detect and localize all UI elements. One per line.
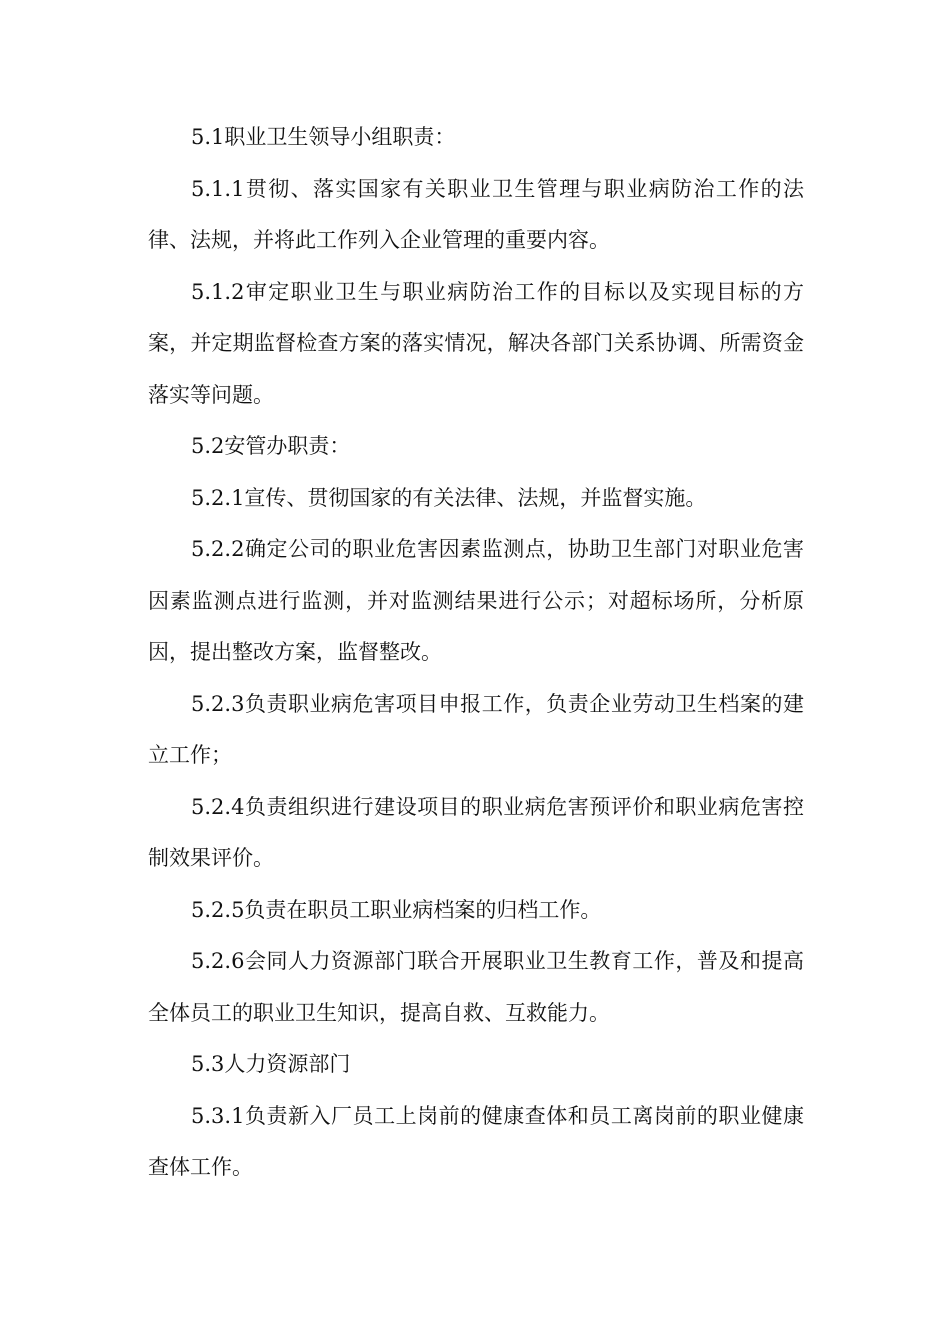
section-heading-5-1: 5.1职业卫生领导小组职责： — [191, 125, 456, 149]
section-heading-5-3: 5.3人力资源部门 — [191, 1052, 351, 1076]
clause-5-2-3: 5.2.3负责职业病危害项目申报工作，负责企业劳动卫生档案的建立工作； — [148, 691, 804, 767]
document-body — [148, 112, 804, 1194]
clause-5-2-1: 5.2.1宣传、贯彻国家的有关法律、法规，并监督实施。 — [191, 485, 707, 510]
clause-5-1-2: 5.1.2审定职业卫生与职业病防治工作的目标以及实现目标的方案，并定期监督检查方案的落实情况，解决各部门关系协调、所需资金落实等问题。 — [148, 279, 804, 407]
section-heading-5-2: 5.2安管办职责： — [191, 434, 351, 458]
clause-5-2-4: 5.2.4负责组织进行建设项目的职业病危害预评价和职业病危害控制效果评价。 — [148, 794, 804, 870]
clause-5-2-5: 5.2.5负责在职员工职业病档案的归档工作。 — [191, 897, 602, 922]
clause-5-2-2: 5.2.2确定公司的职业危害因素监测点，协助卫生部门对职业危害因素监测点进行监测，并对监测结果进行公示；对超标场所，分析原因，提出整改方案，监督整改。 — [148, 537, 804, 664]
clause-5-3-1: 5.3.1负责新入厂员工上岗前的健康查体和员工离岗前的职业健康查体工作。 — [148, 1103, 804, 1179]
clause-5-2-6: 5.2.6会同人力资源部门联合开展职业卫生教育工作，普及和提高全体员工的职业卫生知识，提高自救、互救能力。 — [148, 949, 804, 1025]
clause-5-1-1: 5.1.1贯彻、落实国家有关职业卫生管理与职业病防治工作的法律、法规，并将此工作列入企业管理的重要内容。 — [148, 176, 804, 252]
